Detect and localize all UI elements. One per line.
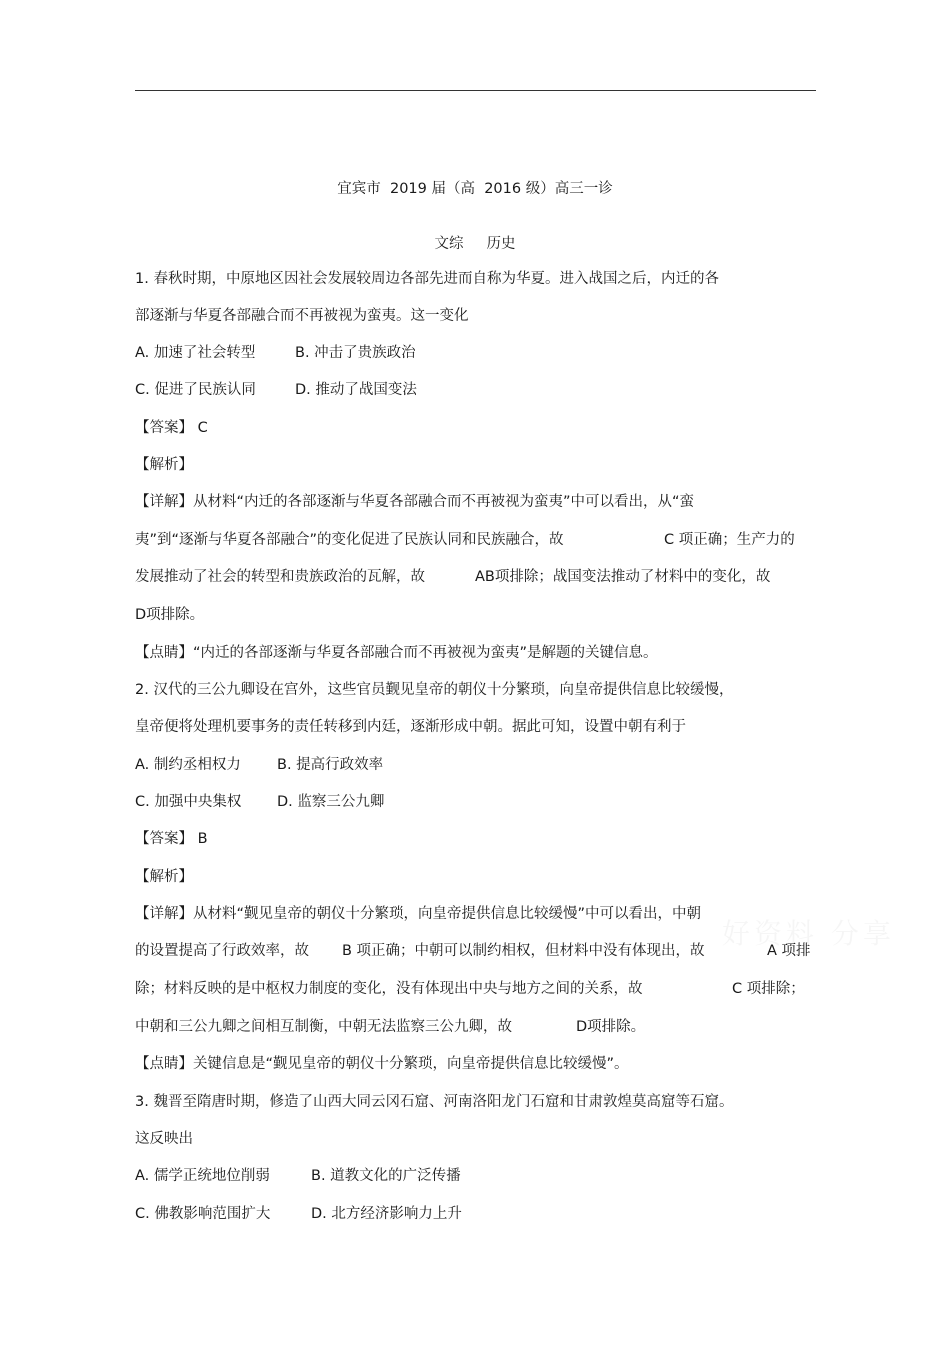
page-title: 宜宾市 2019 届（高 2016 级）高三一诊 <box>337 181 613 197</box>
q2-detail-line2-c: A 项排 <box>767 943 811 959</box>
q3-option-a: A. 儒学正统地位削弱 <box>135 1168 270 1184</box>
q2-stem-line2: 皇帝便将处理机要事务的责任转移到内廷，逐渐形成中朝。据此可知，设置中朝有利于 <box>135 719 686 735</box>
q1-detail-line1: 【详解】从材料“内迁的各部逐渐与华夏各部融合而不再被视为蛮夷”中可以看出，从“蛮 <box>135 494 695 510</box>
q1-option-c: C. 促进了民族认同 <box>135 382 256 398</box>
q2-option-c: C. 加强中央集权 <box>135 794 242 810</box>
q1-option-d: D. 推动了战国变法 <box>295 382 417 398</box>
q1-detail-line3-a: 发展推动了社会的转型和贵族政治的瓦解，故 <box>135 569 425 585</box>
page-subtitle: 文综 历史 <box>434 236 516 252</box>
q1-stem-line1: 1. 春秋时期，中原地区因社会发展较周边各部先进而自称为华夏。进入战国之后，内迁的各 <box>135 271 719 287</box>
q2-option-d: D. 监察三公九卿 <box>277 794 385 810</box>
q1-detail-line4: D项排除。 <box>135 607 205 623</box>
q1-detail-line2-a: 夷”到“逐渐与华夏各部融合”的变化促进了民族认同和民族融合，故 <box>135 532 564 548</box>
q2-point: 【点睛】关键信息是“觐见皇帝的朝仪十分繁琐，向皇帝提供信息比较缓慢”。 <box>135 1056 629 1072</box>
q3-stem-line1: 3. 魏晋至隋唐时期，修造了山西大同云冈石窟、河南洛阳龙门石窟和甘肃敦煌莫高窟等石窟。 <box>135 1094 734 1110</box>
q3-option-d: D. 北方经济影响力上升 <box>311 1206 462 1222</box>
q2-detail-line4-b: D项排除。 <box>576 1019 646 1035</box>
q2-option-a: A. 制约丞相权力 <box>135 757 241 773</box>
q3-option-b: B. 道教文化的广泛传播 <box>311 1168 461 1184</box>
q2-detail-line2-b: B 项正确；中朝可以制约相权，但材料中没有体现出，故 <box>342 943 705 959</box>
q1-option-b: B. 冲击了贵族政治 <box>295 345 416 361</box>
q1-detail-line2-b: C 项正确；生产力的 <box>664 532 795 548</box>
q2-detail-line3-a: 除；材料反映的是中枢权力制度的变化，没有体现出中央与地方之间的关系，故 <box>135 981 643 997</box>
q3-stem-line2: 这反映出 <box>135 1131 193 1147</box>
header-rule <box>135 90 816 91</box>
q2-detail-line3-b: C 项排除； <box>732 981 805 997</box>
q1-point: 【点睛】“内迁的各部逐渐与华夏各部融合而不再被视为蛮夷”是解题的关键信息。 <box>135 645 658 661</box>
q2-detail-line1: 【详解】从材料“觐见皇帝的朝仪十分繁琐，向皇帝提供信息比较缓慢”中可以看出，中朝 <box>135 906 702 922</box>
q2-detail-line2-a: 的设置提高了行政效率，故 <box>135 943 309 959</box>
q1-detail-line3-b: AB项排除；战国变法推动了材料中的变化，故 <box>475 569 771 585</box>
q2-detail-line4-a: 中朝和三公九卿之间相互制衡，中朝无法监察三公九卿，故 <box>135 1019 512 1035</box>
q2-option-b: B. 提高行政效率 <box>277 757 384 773</box>
q2-answer: 【答案】 B <box>135 831 208 847</box>
q2-analysis-heading: 【解析】 <box>135 869 193 885</box>
q1-analysis-heading: 【解析】 <box>135 457 193 473</box>
watermark <box>722 912 895 952</box>
q2-stem-line1: 2. 汉代的三公九卿设在宫外，这些官员觐见皇帝的朝仪十分繁琐，向皇帝提供信息比较缓慢， <box>135 682 734 698</box>
q3-option-c: C. 佛教影响范围扩大 <box>135 1206 271 1222</box>
q1-option-a: A. 加速了社会转型 <box>135 345 256 361</box>
q1-stem-line2: 部逐渐与华夏各部融合而不再被视为蛮夷。这一变化 <box>135 308 469 324</box>
q1-answer: 【答案】 C <box>135 420 208 436</box>
